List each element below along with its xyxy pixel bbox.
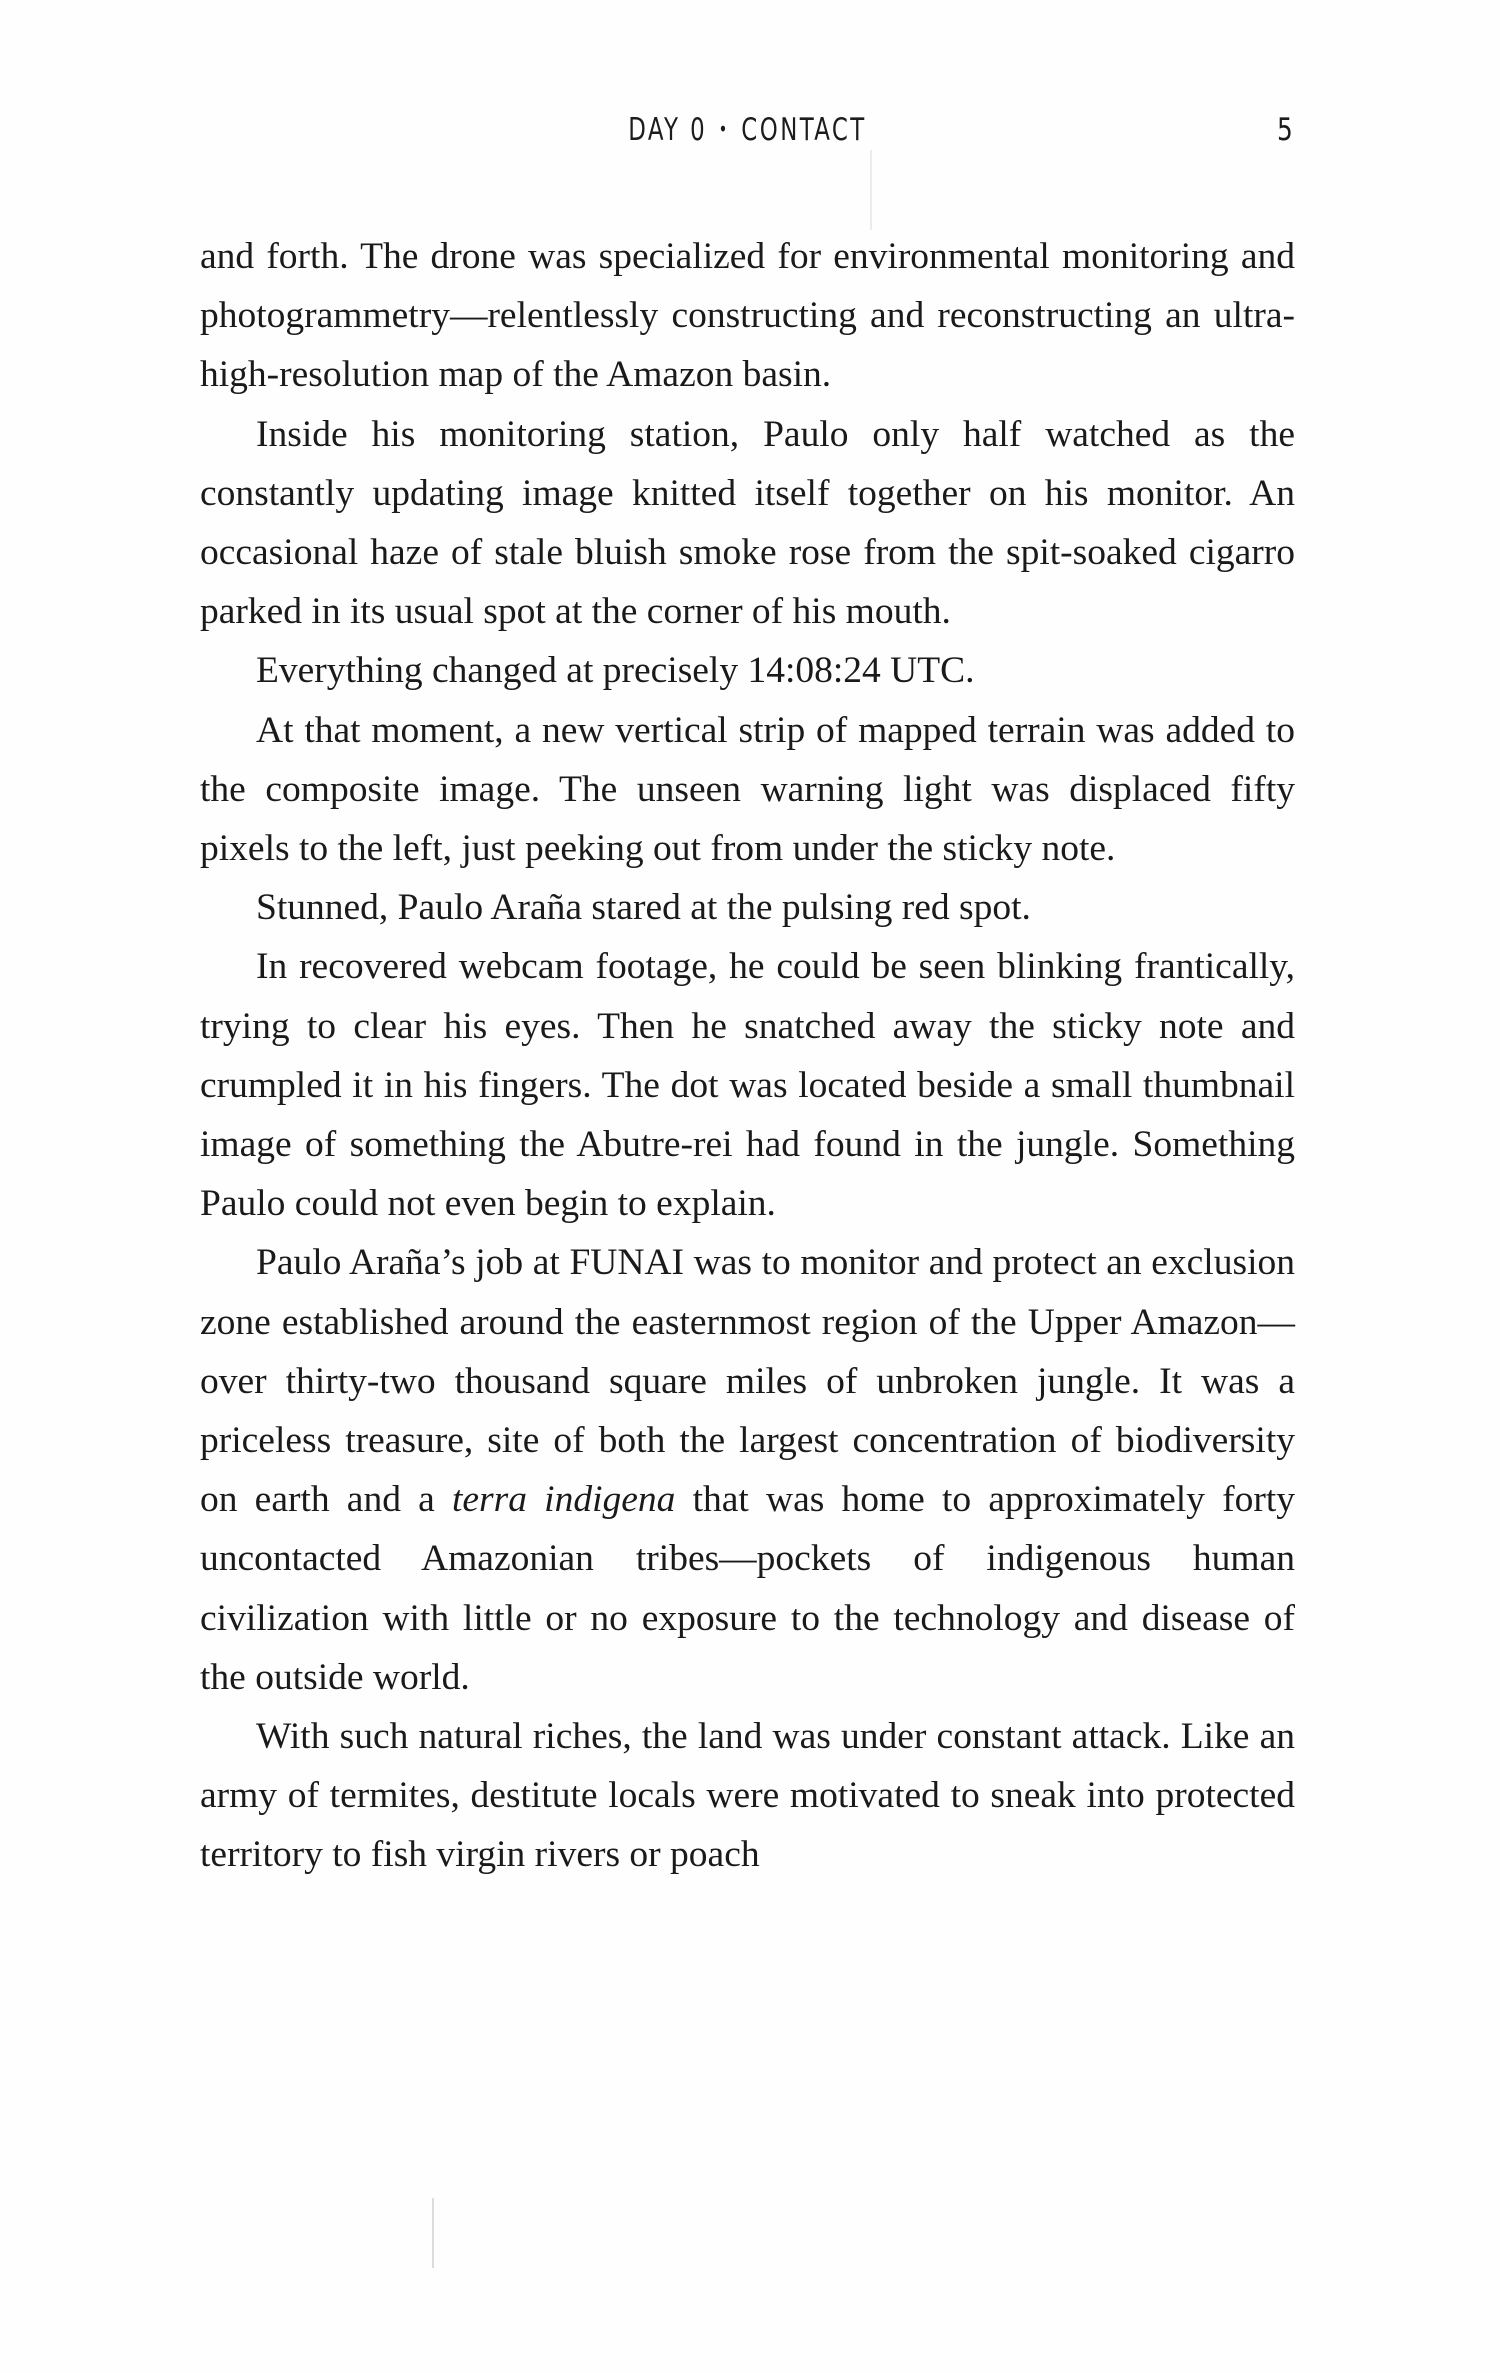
paragraph-6: In recovered webcam footage, he could be seen blinking frantically, trying to clear his eyes. Then he snatched away the sticky note and crumpled it in his fingers. The dot was located beside a small thumbnail image of something the Abutre-rei had found in the jungle. Something Paulo could not even begin to explain. bbox=[200, 946, 1295, 1225]
scan-mark-top bbox=[870, 150, 872, 230]
paragraph-5: Stunned, Paulo Araña stared at the pulsing red spot. bbox=[256, 887, 1031, 929]
paragraph-3: Everything changed at precisely 14:08:24 UTC. bbox=[256, 650, 975, 692]
page-number: 5 bbox=[1277, 112, 1293, 148]
paragraph-8: With such natural riches, the land was under constant attack. Like an army of termites, destitute locals were motivated to sneak into protected territory to fish virgin rivers or poach bbox=[200, 1716, 1295, 1876]
paragraph-2: Inside his monitoring station, Paulo only half watched as the constantly updating image knitted itself together on his monitor. An occasional haze of stale bluish smoke rose from the spit-soaked cigarro parked in its usual spot at the corner of his mouth. bbox=[200, 413, 1295, 633]
italic-term: terra indigena bbox=[451, 1479, 676, 1521]
paragraph-7-end: that was home to approximately forty uncontacted Amazonian tribes—pockets of indigenous human civilization with little or no exposure to the technology and disease of the outside world. bbox=[200, 1479, 1296, 1698]
header-bullet: • bbox=[718, 117, 730, 141]
chapter-label: CONTACT bbox=[741, 112, 867, 148]
running-title bbox=[299, 112, 1197, 148]
scan-mark-bottom bbox=[432, 2198, 434, 2268]
paragraph-7-start: Paulo Araña’s job at FUNAI was to monitor and protect an exclusion zone established around the easternmost region of the Upper Amazon—over thirty-two thousand square miles of unbroken jungle. It was a priceless treasure, site of both the largest concentration of biodiversity on earth and a bbox=[200, 1242, 1295, 1521]
paragraph-7 bbox=[200, 1233, 1295, 1707]
body-text bbox=[200, 227, 1295, 1885]
paragraph-1: and forth. The drone was specialized for environmental monitoring and photogrammetry—relentlessly constructing and reconstructing an ultra-high-resolution map of the Amazon basin. bbox=[200, 236, 1295, 396]
paragraph-4: At that moment, a new vertical strip of mapped terrain was added to the composite image. The unseen warning light was displaced fifty pixels to the left, just peeking out from under the sticky note. bbox=[200, 709, 1295, 870]
day-label: DAY 0 bbox=[628, 112, 708, 148]
running-header bbox=[200, 112, 1295, 162]
